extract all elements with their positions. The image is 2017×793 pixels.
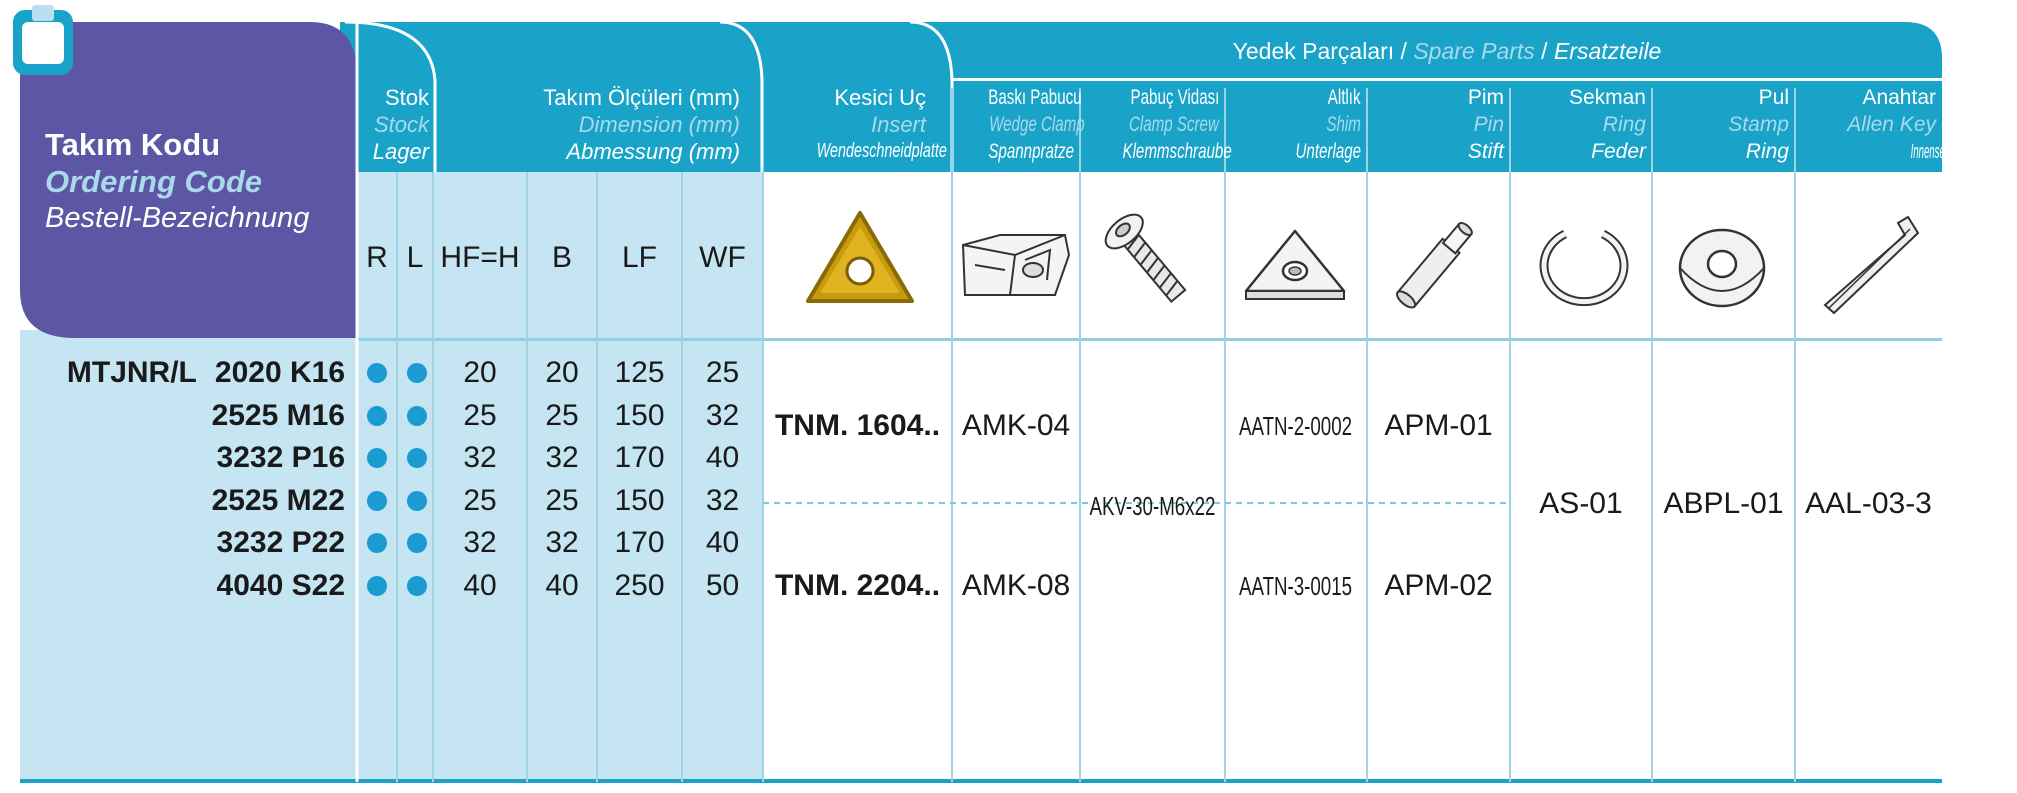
shim-group-1: AATN-2-0002 [1239, 410, 1353, 441]
shim-icon [1240, 225, 1350, 305]
ordering-code-cell [40, 352, 345, 395]
ordering-code-value: 2525 M16 [211, 398, 345, 432]
dim-lf-cell: 125 [614, 356, 665, 390]
stamp-common: ABPL-01 [1663, 487, 1784, 520]
dim-hf-cell: 25 [463, 483, 497, 517]
dim-hf-cell: 32 [463, 441, 497, 475]
dim-hf-cell: 32 [463, 526, 497, 560]
pin-icon [1380, 210, 1490, 320]
dim-b-cell: 25 [545, 483, 579, 517]
spare-parts-de: Ersatzteile [1553, 37, 1662, 64]
spare-col-0-de: Spannpratze [988, 140, 1074, 163]
shim-group-2: AATN-3-0015 [1239, 570, 1353, 601]
spare-col-3-tr: Pim [1467, 86, 1504, 109]
wedge-clamp-icon [955, 215, 1077, 315]
stock-en: Stock [373, 112, 429, 137]
spare-col-header-0 [952, 84, 1085, 165]
spare-col-header-3 [1367, 84, 1510, 165]
dim-b-cell: 20 [545, 356, 579, 390]
col-b-header: B [551, 241, 572, 274]
pin-group-2: APM-02 [1384, 569, 1493, 602]
stock-tr: Stok [384, 85, 429, 110]
dim-wf-cell: 50 [705, 568, 740, 602]
dim-hf-cell: 40 [463, 568, 497, 602]
spare-col-6-tr: Anahtar [1862, 86, 1936, 109]
spare-col-1-de: Klemmschraube [1122, 140, 1232, 163]
dim-lf-cell: 170 [614, 441, 665, 475]
spare-col-1-en: Clamp Screw [1129, 113, 1219, 136]
dim-wf-cell: 32 [705, 483, 740, 517]
stock-r-indicator [367, 491, 387, 511]
spare-col-4-tr: Sekman [1568, 86, 1646, 109]
allen-key-common: AAL-03-3 [1805, 487, 1932, 520]
ordering-code-cell [40, 565, 345, 608]
spare-col-2-en: Shim [1326, 113, 1361, 136]
spare-col-4-en: Ring [1602, 113, 1646, 136]
wedge-clamp-group-2: AMK-08 [961, 569, 1071, 602]
spare-col-1-tr: Pabuç Vidası [1130, 86, 1219, 109]
spare-parts-tr: Yedek Parçaları [1232, 37, 1395, 64]
clamp-screw-common: AKV-30-M6x22 [1089, 490, 1216, 521]
clamp-screw-icon [1090, 205, 1215, 320]
dim-wf-cell: 25 [705, 356, 740, 390]
ordering-code-value: 3232 P22 [216, 526, 345, 560]
spare-parts-sep1: / [1394, 37, 1414, 64]
spare-col-2-de: Unterlage [1295, 140, 1361, 163]
spare-title-rule [952, 78, 1942, 81]
spare-col-6-en: Allen Key [1847, 113, 1936, 136]
insert-header [766, 84, 947, 165]
spare-col-2-tr: Altlık [1328, 86, 1361, 109]
spare-col-0-tr: Baskı Pabucu [988, 86, 1082, 109]
dim-wf-cell: 40 [705, 526, 740, 560]
spare-col-4-de: Feder [1591, 140, 1646, 163]
spare-col-header-4 [1510, 84, 1652, 165]
dim-wf-cell: 32 [705, 398, 740, 432]
stock-r-indicator [367, 406, 387, 426]
ordering-code-de: Bestell-Bezeichnung [45, 202, 310, 234]
triangular-insert-icon [800, 205, 920, 315]
dim-b-cell: 32 [545, 441, 579, 475]
dim-wf-cell: 40 [705, 441, 740, 475]
wedge-clamp-group-1: AMK-04 [961, 409, 1071, 442]
tab-icon [13, 5, 73, 75]
ring-icon [1525, 220, 1640, 310]
insert-en: Insert [870, 112, 926, 137]
insert-de: Wendeschneidplatte [816, 140, 947, 162]
stock-l-indicator [407, 576, 427, 596]
stock-header [357, 84, 433, 165]
dimensions-tr: Takım Ölçüleri (mm) [543, 85, 740, 110]
ordering-code-value: 4040 S22 [216, 568, 345, 602]
col-l-header: L [406, 241, 424, 274]
insert-group-2: TNM. 2204.. [774, 569, 941, 602]
spare-col-6-de: Innensechskantschlüssel [1910, 141, 2017, 163]
spare-col-5-en: Stamp [1728, 113, 1789, 136]
stock-l-indicator [407, 491, 427, 511]
ordering-code-value: 3232 P16 [216, 441, 345, 475]
dimensions-en: Dimension (mm) [578, 112, 740, 137]
spare-parts-title [952, 34, 1942, 68]
allen-key-icon [1810, 205, 1930, 320]
dim-lf-cell: 170 [614, 526, 665, 560]
dim-hf-cell: 25 [463, 398, 497, 432]
spare-parts-sep2: / [1534, 37, 1554, 64]
col-hf-header: HF=H [440, 241, 520, 274]
dim-b-cell: 40 [545, 568, 579, 602]
ordering-code-prefix: MTJNR/L [66, 356, 197, 390]
ordering-code-cell [40, 480, 345, 523]
ring-common: AS-01 [1539, 487, 1623, 520]
dim-lf-cell: 250 [614, 568, 665, 602]
col-lf-header: LF [621, 241, 657, 274]
spare-col-3-de: Stift [1467, 140, 1504, 163]
spare-col-header-5 [1652, 84, 1795, 165]
washer-icon [1665, 218, 1780, 313]
spare-parts-en: Spare Parts [1413, 37, 1535, 64]
dim-b-cell: 32 [545, 526, 579, 560]
col-r-header: R [366, 241, 388, 274]
pin-group-1: APM-01 [1384, 409, 1493, 442]
col-wf-header: WF [699, 241, 746, 274]
spare-col-header-6 [1795, 84, 2017, 166]
insert-tr: Kesici Uç [834, 85, 926, 110]
bottom-rule [20, 779, 1942, 783]
dim-hf-cell: 20 [463, 356, 497, 390]
ordering-code-cell [40, 395, 345, 438]
dim-lf-cell: 150 [614, 483, 665, 517]
ordering-code-value: 2020 K16 [214, 356, 345, 390]
spare-col-header-1 [1080, 84, 1232, 165]
stock-de: Lager [372, 139, 429, 164]
ordering-code-cell [40, 437, 345, 480]
ordering-code-header [45, 126, 355, 236]
ordering-code-value: 2525 M22 [211, 483, 345, 517]
spare-col-header-2 [1225, 84, 1367, 165]
dimensions-header [440, 84, 740, 165]
ordering-code-en: Ordering Code [45, 164, 263, 199]
dim-lf-cell: 150 [614, 398, 665, 432]
stock-l-indicator [407, 406, 427, 426]
insert-group-1: TNM. 1604.. [774, 409, 941, 442]
spare-col-3-en: Pin [1473, 113, 1504, 136]
stock-r-indicator [367, 576, 387, 596]
ordering-code-tr: Takım Kodu [45, 127, 221, 162]
spare-col-0-en: Wedge Clamp [989, 113, 1085, 136]
spare-col-5-tr: Pul [1758, 86, 1789, 109]
ordering-code-cell [40, 522, 345, 565]
dimensions-de: Abmessung (mm) [566, 139, 740, 164]
image-row-rule [357, 338, 1942, 341]
spare-col-5-de: Ring [1745, 140, 1789, 163]
dim-b-cell: 25 [545, 398, 579, 432]
